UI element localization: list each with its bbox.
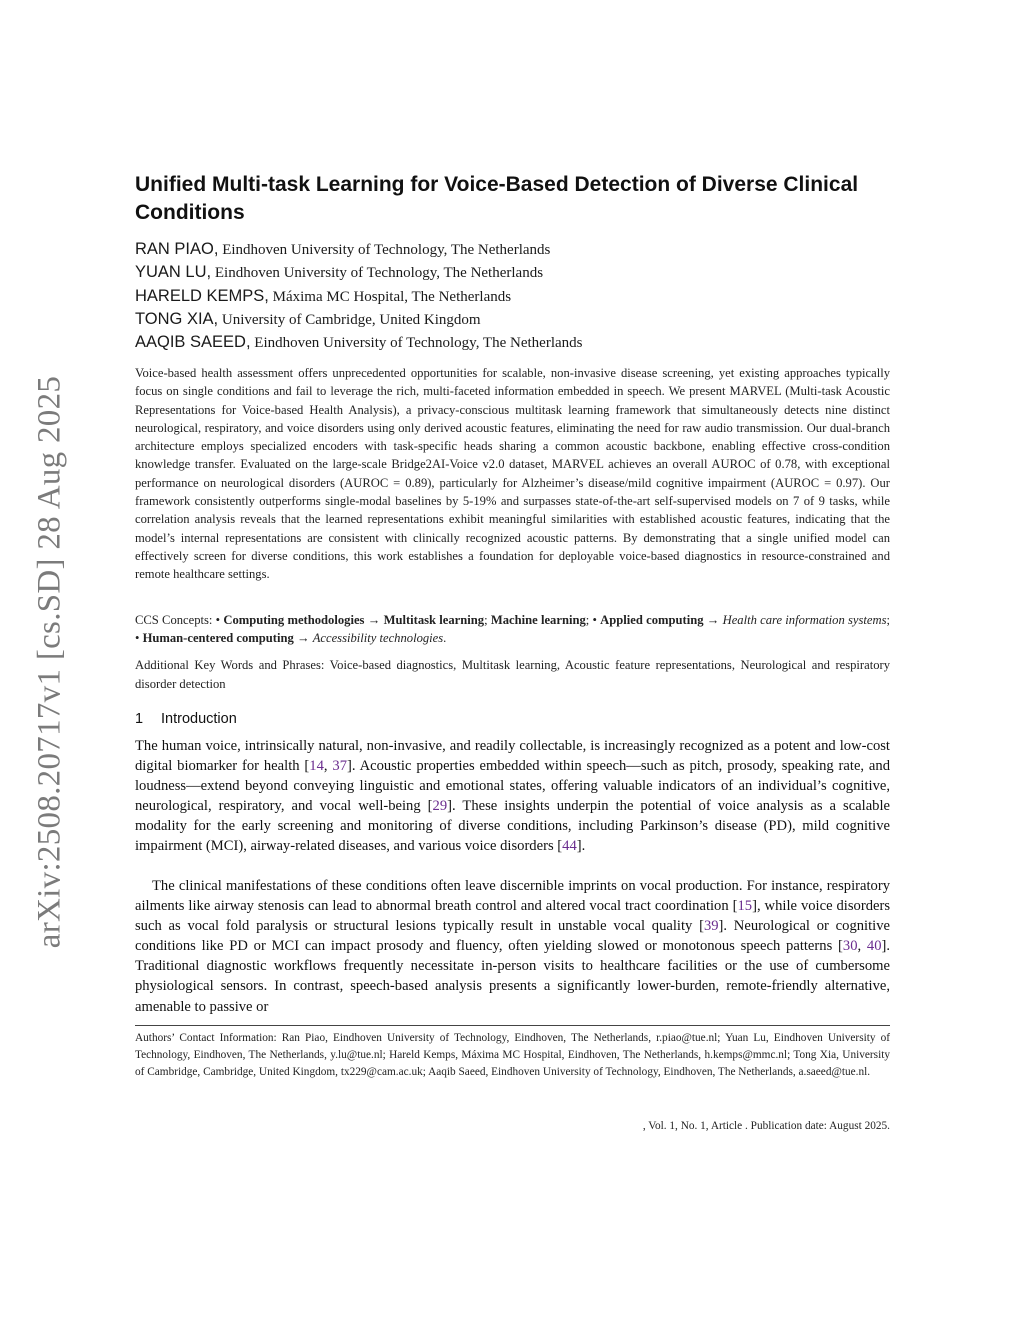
section-number: 1 bbox=[135, 711, 144, 727]
intro-paragraph bbox=[135, 876, 890, 1017]
author-contact-footnote: Authors’ Contact Information: Ran Piao, Eindhoven University of Technology, Eindhoven, The Netherlands, r.piao@tue.nl; Yuan Lu, Eindhoven University of Technology, Eindhoven, The Netherlands, y.lu@tue.nl; Hareld Kemps, Máxima MC Hospital, Eindhoven, The Netherlands, h.kemps@mmc.nl; Tong Xia, University of Cambridge, Cambridge, United Kingdom, tx229@cam.ac.uk; Aaqib Saeed, Eindhoven University of Technology, Eindhoven, The Netherlands, a.saeed@tue.nl. bbox=[135, 1032, 890, 1078]
author-list bbox=[135, 238, 890, 354]
citation-link[interactable]: 40 bbox=[866, 938, 882, 955]
ccs-label: CCS Concepts: • bbox=[135, 613, 224, 627]
author-name: HARELD KEMPS, bbox=[135, 286, 269, 305]
arxiv-identifier: arXiv:2508.20717v1 [cs.SD] 28 Aug 2025 bbox=[31, 375, 68, 949]
ccs-subterm: Accessibility technologies bbox=[312, 631, 444, 646]
ccs-subterm: Health care information systems bbox=[722, 613, 887, 627]
citation-link[interactable]: 29 bbox=[432, 798, 448, 815]
author-line bbox=[135, 261, 890, 284]
keywords: Additional Key Words and Phrases: Voice-based diagnostics, Multitask learning, Acoustic feature representations, Neurological and respiratory disorder detection bbox=[135, 658, 890, 691]
ccs-end: . bbox=[443, 631, 447, 646]
ccs-arrow: → bbox=[293, 631, 313, 646]
text-run: , bbox=[323, 758, 333, 775]
ccs-separator: ; bbox=[484, 613, 491, 627]
text-run: The clinical manifestations of these conditions often leave discernible imprints on vocal production. For instance, respiratory ailments like airway stenosis can lead to abnormal breath control and altered vocal tract coordination [ bbox=[135, 878, 890, 915]
author-affiliation: Eindhoven University of Technology, The Netherlands bbox=[211, 265, 544, 282]
author-line bbox=[135, 331, 890, 354]
footnote-divider bbox=[135, 1025, 890, 1026]
text-run: , bbox=[857, 938, 867, 955]
ccs-separator: ; • bbox=[135, 613, 891, 646]
citation-link[interactable]: 44 bbox=[562, 838, 577, 855]
abstract: Voice-based health assessment offers unprecedented opportunities for scalable, non-invasive disease screening, yet existing approaches typically focus on single conditions and fail to leverage the rich, multi-faceted information embedded in speech. We present MARVEL (Multi-task Acoustic Representations for Voice-based Health Analysis), a privacy-conscious multitask learning framework that simultaneously detects nine distinct neurological, respiratory, and voice disorders using only derived acoustic features, eliminating the need for raw audio transmission. Our dual-branch architecture employs specialized encoders with task-specific heads sharing a common acoustic backbone, enabling effective cross-condition knowledge transfer. Evaluated on the large-scale Bridge2AI-Voice v2.0 dataset, MARVEL achieves an overall AUROC of 0.78, with exceptional performance on neurological disorders (AUROC = 0.89), particularly for Alzheimer’s disease/mild cognitive impairment (AUROC = 0.97). Our framework consistently outperforms single-modal baselines by 5-19% and surpasses state-of-the-art self-supervised models on 7 of 9 tasks, while correlation analysis reveals that the learned representations exhibit meaningful similarities with established acoustic features, indicating that the model’s internal representations are consistent with clinically recognized acoustic patterns. By demonstrating that a single unified model can effectively screen for diverse conditions, this work establishes a foundation for deployable voice-based diagnostics in resource-constrained and remote healthcare settings. bbox=[135, 366, 890, 582]
ccs-separator: ; • bbox=[585, 613, 601, 627]
citation-link[interactable]: 37 bbox=[332, 758, 347, 775]
author-line bbox=[135, 285, 890, 308]
ccs-concepts bbox=[135, 611, 890, 648]
author-name: TONG XIA, bbox=[135, 309, 219, 328]
ccs-term: Multitask learning bbox=[383, 613, 485, 627]
ccs-term: Human-centered computing bbox=[142, 631, 294, 646]
author-name: AAQIB SAEED, bbox=[135, 333, 251, 352]
text-run: ]. bbox=[576, 838, 586, 855]
citation-link[interactable]: 30 bbox=[842, 938, 858, 955]
author-name: RAN PIAO, bbox=[135, 240, 219, 258]
ccs-arrow: → bbox=[364, 613, 384, 627]
citation-link[interactable]: 14 bbox=[309, 758, 324, 775]
ccs-term: Applied computing bbox=[600, 613, 704, 627]
text-run: ]. Acoustic properties embedded within speech—such as pitch, prosody, speaking rate, and loudness—extend beyond conveying linguistic and emotional states, offering valuable indicators of an individual’s cognitive, neurological, respiratory, and vocal well-being [ bbox=[135, 758, 891, 815]
ccs-arrow: → bbox=[703, 613, 723, 627]
author-affiliation: Eindhoven University of Technology, The Netherlands bbox=[250, 335, 583, 352]
text-run: The human voice, intrinsically natural, non-invasive, and readily collectable, is increasingly recognized as a potent and low-cost digital biomarker for health [ bbox=[135, 738, 890, 775]
text-run: ], while voice disorders such as vocal fold paralysis or structural lesions typically result in unstable vocal quality [ bbox=[135, 898, 891, 935]
text-run: ]. These insights underpin the potential of voice analysis as a scalable modality for the early screening and monitoring of diverse conditions, including Parkinson’s disease (PD), mild cognitive impairment (MCI), airway-related diseases, and various voice disorders [ bbox=[135, 798, 891, 855]
author-name: YUAN LU, bbox=[135, 263, 212, 282]
section-heading bbox=[135, 711, 237, 727]
author-affiliation: Máxima MC Hospital, The Netherlands bbox=[268, 288, 512, 305]
ccs-term: Machine learning bbox=[490, 613, 586, 627]
author-line bbox=[135, 308, 890, 331]
citation-link[interactable]: 39 bbox=[703, 918, 719, 935]
text-run: ]. Neurological or cognitive conditions like PD or MCI can impact prosody and fluency, often yielding slowed or monotonous speech patterns [ bbox=[135, 918, 890, 955]
author-affiliation: University of Cambridge, United Kingdom bbox=[218, 311, 481, 328]
text-run: ]. Traditional diagnostic workflows frequently necessitate in-person visits to healthcare facilities or the use of cumbersome physiological sensors. In contrast, speech-based analysis presents a significantly lower-burden, remote-friendly alternative, amenable to passive or bbox=[135, 938, 891, 1015]
intro-paragraph bbox=[135, 736, 890, 857]
paper-title: Unified Multi-task Learning for Voice-Based Detection of Diverse Clinical Conditions bbox=[135, 173, 859, 224]
ccs-term: Computing methodologies bbox=[223, 613, 365, 627]
publication-footer: , Vol. 1, No. 1, Article . Publication date: August 2025. bbox=[642, 1120, 890, 1132]
author-affiliation: Eindhoven University of Technology, The Netherlands bbox=[218, 242, 551, 258]
author-line bbox=[135, 238, 890, 261]
section-title: Introduction bbox=[161, 711, 237, 727]
citation-link[interactable]: 15 bbox=[737, 898, 753, 915]
